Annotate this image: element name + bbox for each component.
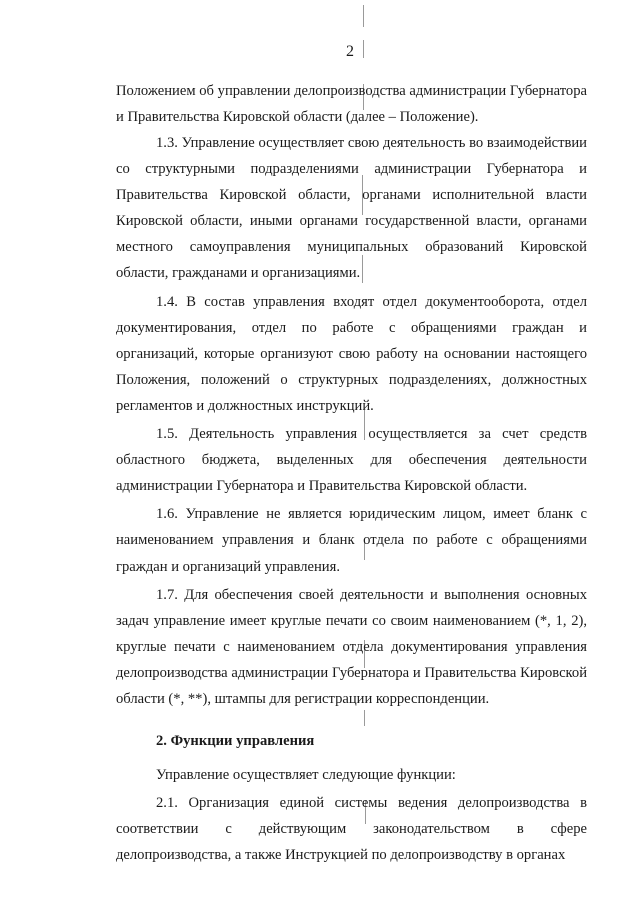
- paragraph-1-7: 1.7. Для обеспечения своей деятельности и выполнения основных задач управление имеет круглые печати со своим наименованием (*, 1, 2), круглые печати с наименованием отдела документирования управления делопроизводства администрации Губернатора и Правительства Кировской области (*, **), штампы для регистрации корреспонденции.: [116, 586, 587, 707]
- paragraph-1-4: 1.4. В состав управления входят отдел документооборота, отдел документирования, отдел по работе с обращениями граждан и организаций, которые организуют свою работу на основании настоящего Положения, положений о структурных подразделениях, должностных регламентов и должностных инструкций.: [116, 293, 587, 414]
- continuation-paragraph: Положением об управлении делопроизводства администрации Губернатора и Правительства Кировской области (далее – Положение).: [116, 83, 587, 126]
- paragraph-1-3: 1.3. Управление осуществляет свою деятельность во взаимодействии со структурными подразделениями администрации Губернатора и Правительства Кировской области, органами исполнительной власти Кировской области, иными органами государственной власти, органами местного самоуправления муниципальных образований Кировской области, гражданами и организациями.: [116, 135, 587, 282]
- document-body: [116, 78, 587, 130]
- scan-mark: [363, 5, 364, 27]
- paragraph-1-6: 1.6. Управление не является юридическим лицом, имеет бланк с наименованием управления и бланк отдела по работе с обращениями граждан и организаций управления.: [116, 506, 587, 575]
- section-heading: 2. Функции управления: [156, 733, 315, 750]
- section-intro: Управление осуществляет следующие функции:: [156, 767, 456, 784]
- document-body-main: [116, 130, 587, 869]
- scan-mark: [363, 40, 364, 58]
- page-number: 2: [346, 43, 354, 60]
- paragraph-2-1: 2.1. Организация единой системы ведения делопроизводства в соответствии с действующим законодательством в сфере делопроизводства, а также Инструкцией по делопроизводству в органах: [116, 795, 587, 864]
- paragraph-1-5: 1.5. Деятельность управления осуществляется за счет средств областного бюджета, выделенных для обеспечения деятельности администрации Губернатора и Правительства Кировской области.: [116, 426, 587, 495]
